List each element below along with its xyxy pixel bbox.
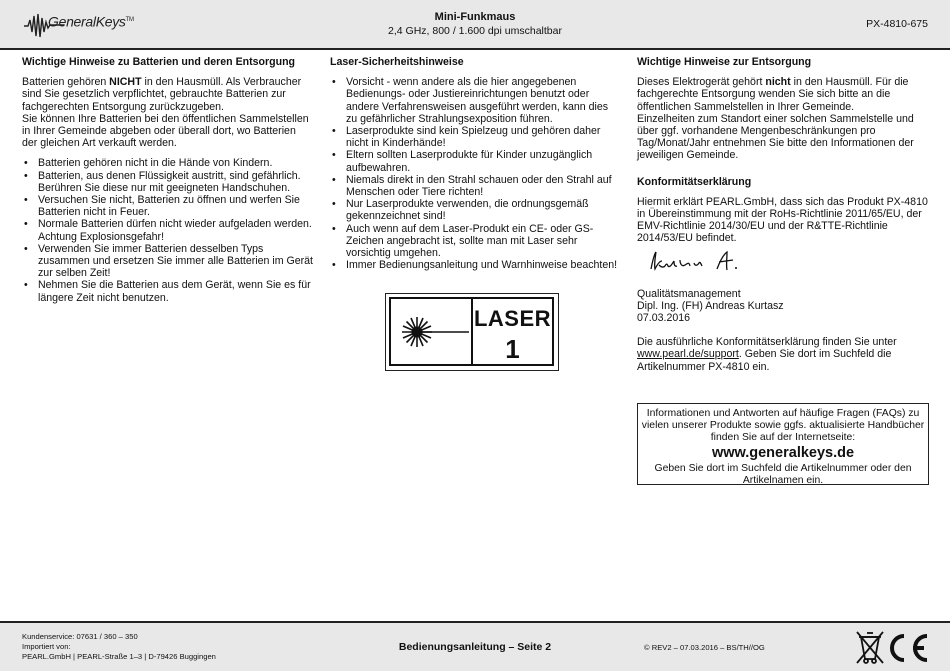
handwritten-signature [647,247,757,277]
full-declaration-text: Die ausführliche Konformitätserklärung finden Sie unter www.pearl.de/support. Geben Sie dort im Suchfeld die Artikelnummer PX-4810 ein. [637,336,897,373]
disposal-section [637,56,929,373]
list-item: • Nehmen Sie die Batterien aus dem Gerät, wenn Sie es für längere Zeit nicht benutzen. [22,279,314,303]
customer-service: Kundenservice: 07631 / 360 – 350 [22,632,138,641]
support-link[interactable]: www.pearl.de/support [637,348,739,361]
faq-box [637,403,929,485]
list-item: • Eltern sollten Laserprodukte für Kinder unzugänglich aufbewahren. [330,149,622,173]
battery-list [22,157,314,303]
ce-mark-icon [892,636,927,660]
page-footer [0,621,950,671]
list-item: • Batterien, aus denen Flüssigkeit austritt, sind gefährlich. Berühren Sie diese nur mit geeigneten Handschuhen. [22,170,314,194]
weee-bin-icon [857,632,883,663]
faq-instructions: Geben Sie dort im Suchfeld die Artikelnummer oder den Artikelnamen ein. [654,463,912,486]
battery-intro: Batterien gehören NICHT in den Hausmüll. Als Verbraucher sind Sie gesetzlich verpflichtet, gebrauchte Batterien zur fachgerechten Entsorgung zurückzugeben. [22,76,302,113]
signer-name: Dipl. Ing. (FH) Andreas Kurtasz [637,299,784,312]
list-item: • Niemals direkt in den Strahl schauen oder den Strahl auf Menschen oder Tiere richten! [330,174,622,198]
disposal-text-2: Einzelheiten zum Standort einer solchen Sammelstelle und über ggf. vorhandene Mengenbeschränkungen pro Tag/Monat/Jahr entnehmen Sie bitte den Informationen der jeweiligen Gemeinde. [637,112,914,162]
laser-starburst-icon [391,299,473,364]
page-number-label: Bedienungsanleitung – Seite 2 [398,641,552,653]
conformity-text: Hiermit erklärt PEARL.GmbH, dass sich das Produkt PX-4810 in Übereinstimmung mit der RoHs-Richtlinie 2011/65/EU, der EMV-Richtlinie 2014/30/EU und der R&TTE-Richtlinie 2014/53/EU befindet. [637,195,928,245]
list-item: • Normale Batterien dürfen nicht wieder aufgeladen werden. Achtung Explosionsgefahr! [22,218,314,242]
importer-label: Importiert von: [22,642,71,651]
footer-contact [22,632,216,662]
list-item: • Vorsicht - wenn andere als die hier angegebenen Bedienungs- oder Justiereinrichtungen benutzt oder andere Verfahrensweisen ausgeführt werden, kann dies zu gefährlicher Strahlungsexposition führen. [330,76,622,125]
revision-info: © REV2 – 07.03.2016 – BS/TH//OG [644,643,765,652]
laser-heading: Laser-Sicherheitshinweise [330,56,464,68]
faq-url[interactable]: www.generalkeys.de [711,445,855,461]
weee-ce-icons [856,629,930,667]
laser-section [330,56,622,271]
list-item: • Verwenden Sie immer Batterien desselben Typs zusammen und ersetzen Sie immer alle Batterien im Gerät zur selben Zeit! [22,243,314,280]
battery-section [22,56,314,304]
conformity-heading: Konformitätserklärung [637,175,752,188]
sign-date: 07.03.2016 [637,312,691,325]
battery-intro-2: Sie können Ihre Batterien bei den öffentlichen Sammelstellen in Ihrer Gemeinde abgeben oder überall dort, wo Batterien der gleichen Art verkauft werden. [22,112,309,150]
importer-address: PEARL.GmbH | PEARL-Straße 1–3 | D-79426 Buggingen [22,652,216,661]
disposal-text: Dieses Elektrogerät gehört nicht in den Hausmüll. Für die fachgerechte Entsorgung wenden Sie sich bitte an die öffentlichen Sammelstellen in Ihrer Gemeinde. [637,76,909,113]
page-subtitle: 2,4 GHz, 800 / 1.600 dpi umschaltbar [388,25,562,37]
laser-list [330,76,622,271]
list-item: • Versuchen Sie nicht, Batterien zu öffnen und werfen Sie Batterien nicht in Feuer. [22,194,314,218]
signer-role: Qualitätsmanagement [637,287,741,300]
brand-name: GeneralKeys™ [48,13,134,30]
laser-word: LASER [473,306,552,331]
page-title: Mini-Funkmaus [434,11,516,23]
disposal-heading: Wichtige Hinweise zur Entsorgung [637,56,812,68]
list-item: • Batterien gehören nicht in die Hände von Kindern. [22,157,314,169]
list-item: • Auch wenn auf dem Laser-Produkt ein CE- oder GS-Zeichen angebracht ist, sollte man mit Laser sehr vorsichtig umgehen. [330,223,622,260]
list-item: • Immer Bedienungsanleitung und Warnhinweise beachten! [330,259,622,271]
laser-class-number: 1 [505,334,520,364]
list-item: • Laserprodukte sind kein Spielzeug und gehören daher nicht in Kinderhände! [330,125,622,149]
laser-class-label [385,293,559,371]
faq-text: Informationen und Antworten auf häufige Fragen (FAQs) zu vielen unserer Produkte sowie ggfs. aktualisierte Handbücher finden Sie auf der Internetseite: [641,408,925,443]
battery-heading: Wichtige Hinweise zu Batterien und deren Entsorgung [22,56,296,68]
product-code: PX-4810-675 [866,18,928,30]
page-header [0,0,950,50]
list-item: • Nur Laserprodukte verwenden, die ordnungsgemäß gekennzeichnet sind! [330,198,622,222]
